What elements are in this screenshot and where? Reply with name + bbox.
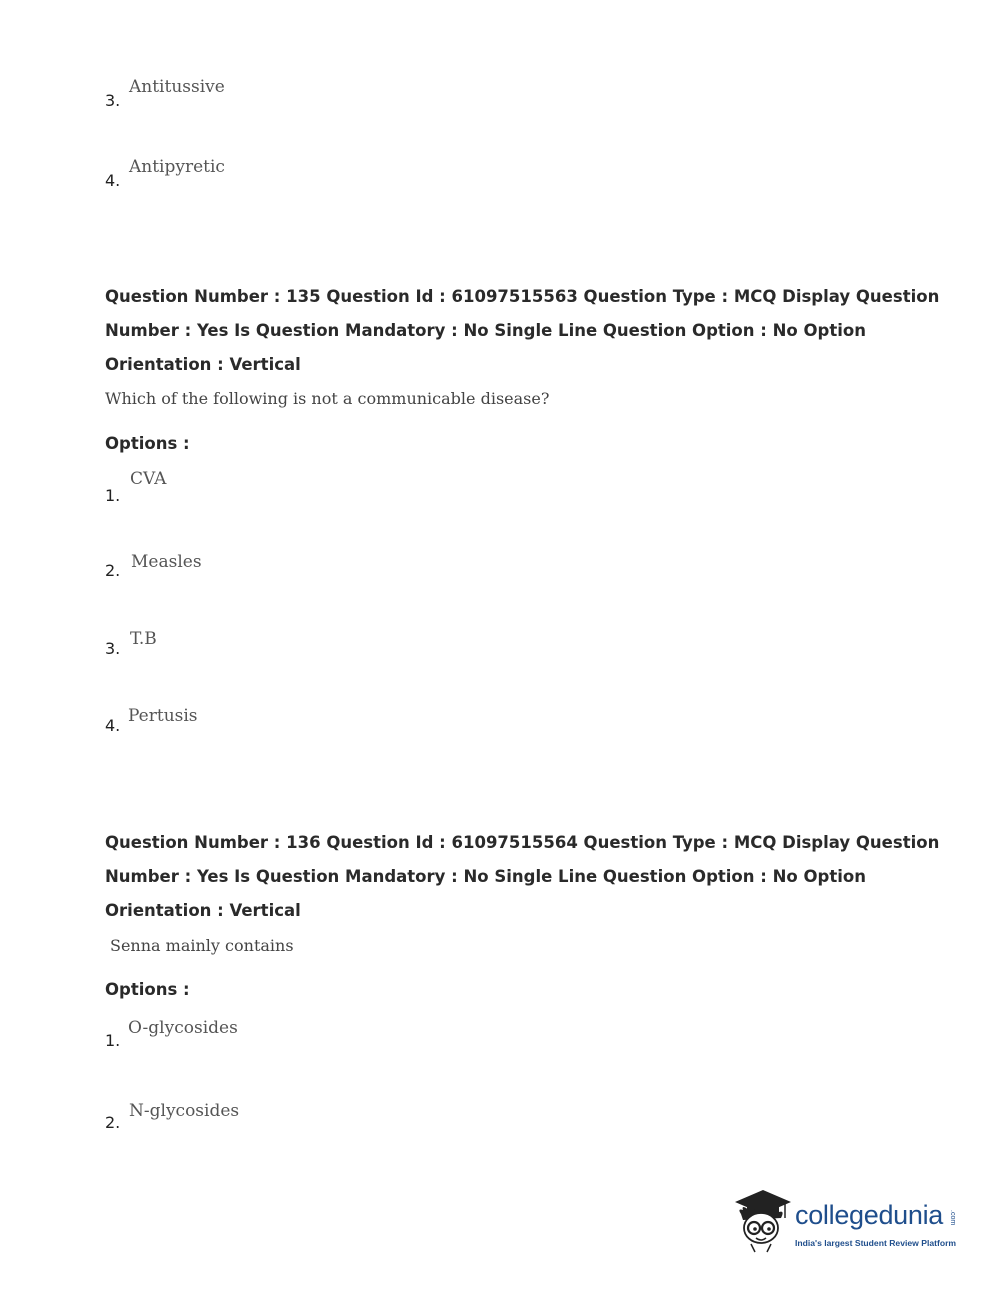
option-number: 4.: [105, 716, 121, 735]
option-number: 3.: [105, 639, 121, 658]
option-number: 1.: [105, 486, 121, 505]
question-meta-line: Number : Yes Is Question Mandatory : No Single Line Question Option : No Option: [105, 867, 866, 886]
option-number: 2.: [105, 1113, 121, 1132]
question-meta: [105, 826, 940, 928]
question-meta-line: Question Number : 136 Question Id : 61097515564 Question Type : MCQ Display Question: [105, 833, 940, 852]
question-meta: [105, 280, 940, 382]
option-text: Pertusis: [128, 706, 198, 726]
question-meta-line: Orientation : Vertical: [105, 355, 301, 374]
question-meta-line: Orientation : Vertical: [105, 901, 301, 920]
option-number: 3.: [105, 91, 121, 110]
logo-brand-name: collegedunia: [795, 1200, 944, 1230]
option-text: Antipyretic: [129, 157, 225, 177]
option-number: 2.: [105, 561, 121, 580]
options-label: Options :: [105, 980, 190, 999]
option-text: Measles: [131, 552, 202, 572]
logo-domain-suffix: .com: [949, 1210, 956, 1226]
option-text: Antitussive: [129, 77, 225, 97]
option-text: CVA: [130, 469, 167, 489]
option-number: 1.: [105, 1031, 121, 1050]
graduate-mascot-icon: [733, 1188, 793, 1258]
question-text: Senna mainly contains: [110, 936, 294, 955]
option-text: O-glycosides: [128, 1018, 238, 1038]
question-text: Which of the following is not a communicable disease?: [105, 389, 550, 408]
option-text: N-glycosides: [129, 1101, 240, 1121]
collegedunia-logo: [733, 1188, 963, 1258]
question-meta-line: Question Number : 135 Question Id : 61097515563 Question Type : MCQ Display Question: [105, 287, 940, 306]
option-text: T.B: [130, 629, 157, 649]
options-label: Options :: [105, 434, 190, 453]
logo-tagline: India's largest Student Review Platform: [795, 1238, 957, 1248]
question-meta-line: Number : Yes Is Question Mandatory : No Single Line Question Option : No Option: [105, 321, 866, 340]
option-number: 4.: [105, 171, 121, 190]
